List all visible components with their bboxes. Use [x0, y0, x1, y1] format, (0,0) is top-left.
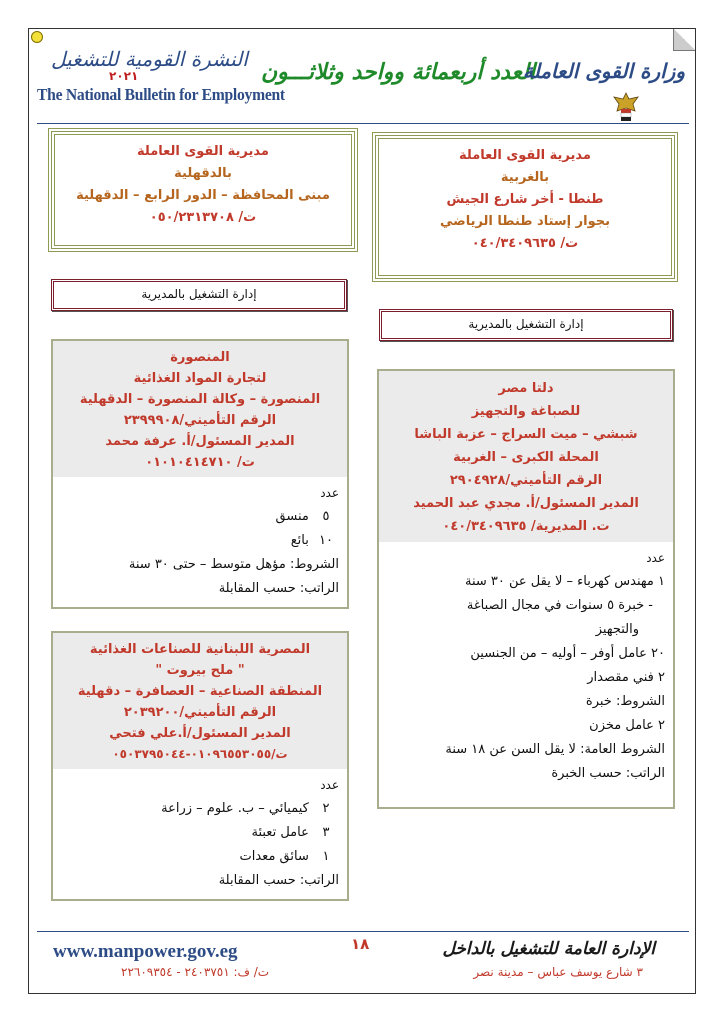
bulletin-title-en: The National Bulletin for Employment [37, 85, 285, 104]
page-header [29, 39, 696, 117]
company-phone: ت. المديرية/ ٠٤٠/٣٤٠٩٦٣٥ [442, 519, 610, 534]
company-address: المنطقة الصناعية – العصافرة – دقهلية [77, 684, 323, 699]
bulletin-year: ٢٠٢١ [109, 69, 139, 83]
salary: الراتب: حسب الخبرة [551, 766, 665, 781]
job-title: سائق معدات [239, 849, 309, 864]
manager-name: المدير المسئول/أ. عرفة محمد [105, 434, 295, 449]
company-info [53, 633, 347, 769]
egypt-eagle-icon [611, 91, 641, 125]
company-name: المنصورة [170, 350, 230, 365]
job-title: كيميائي – ب. علوم – زراعة [161, 801, 309, 816]
job-card-mansoura [51, 339, 349, 609]
company-brand: " ملح بيروت " [155, 663, 245, 678]
job-qty: ١ [322, 849, 330, 864]
company-activity: لتجارة المواد الغذائية [133, 371, 267, 386]
address-line: مديرية القوى العاملة [459, 148, 591, 163]
job-title: منسق [275, 509, 309, 524]
address-box-dakahlia [51, 131, 355, 249]
job-title: بائع [290, 533, 309, 548]
company-address: المحلة الكبرى – الغربية [453, 450, 599, 465]
salary: الراتب: حسب المقابلة [218, 873, 339, 888]
job-card-delta-misr [377, 369, 675, 809]
ministry-title: وزارة القوى العاملة [522, 59, 685, 83]
company-info [379, 371, 673, 542]
address-box-gharbia [375, 135, 675, 279]
page-number: ١٨ [351, 935, 370, 953]
address-line: طنطا - أخر شارع الجيش [446, 192, 604, 207]
job-qty: ٥ [322, 509, 330, 524]
list-item [61, 845, 339, 869]
salary: الراتب: حسب المقابلة [218, 581, 339, 596]
conditions: الشروط: مؤهل متوسط – حتى ٣٠ سنة [128, 557, 339, 572]
list-item: ١ مهندس كهرباء – لا يقل عن ٣٠ سنة [464, 574, 665, 589]
insurance-number: الرقم التأميني/٢٠٣٩٢٠٠ [123, 705, 277, 720]
company-info [53, 341, 347, 477]
footer-address: ٣ شارع يوسف عباس – مدينة نصر [473, 965, 643, 979]
issue-number: العدد أربعمائة وواحد وثلاثـــون [261, 59, 535, 85]
company-phone: ت/٠١٠٩٦٥٥٣٠٥٥-٠٥٠٣٧٩٥٠٤٤ [112, 747, 288, 761]
dept-label-left: إدارة التشغيل بالمديرية [51, 279, 347, 311]
address-line: بالغربية [500, 170, 550, 185]
list-item: ٢٠ عامل أوفر – أوليه – من الجنسين [470, 646, 665, 661]
company-address: شبشي – ميت السراج – عزبة الباشا [414, 427, 638, 442]
company-name: دلتا مصر [498, 381, 554, 396]
count-label: عدد [646, 551, 665, 565]
company-phone: ت/ ٠١٠١٠٤١٤٧١٠ [145, 455, 255, 470]
address-phone: ت/ ٠٤٠/٣٤٠٩٦٣٥ [471, 236, 579, 251]
website-link[interactable]: www.manpower.gov.eg [53, 941, 238, 962]
job-qty: ٣ [322, 825, 330, 840]
list-item: والتجهيز [595, 622, 639, 637]
job-qty: ١٠ [319, 533, 333, 548]
list-item [61, 821, 339, 845]
address-phone: ت/ ٠٥٠/٢٣١٣٧٠٨ [149, 210, 257, 225]
address-line: بالدقهلية [174, 166, 232, 181]
conditions: الشروط: خبرة [585, 694, 665, 709]
address-line: بجوار إستاد طنطا الرياضي [439, 214, 610, 229]
list-item: ٢ عامل مخزن [589, 718, 665, 733]
list-item [61, 505, 339, 529]
vacancies [379, 542, 673, 790]
company-name: المصرية اللبنانية للصناعات الغذائية [89, 642, 311, 657]
company-activity: للصباغة والتجهيز [471, 404, 581, 419]
insurance-number: الرقم التأميني/٢٩٠٤٩٢٨ [449, 473, 603, 488]
conditions: الشروط العامة: لا يقل السن عن ١٨ سنة [445, 742, 665, 757]
footer-divider [37, 931, 689, 932]
manager-name: المدير المسئول/أ. مجدي عبد الحميد [413, 496, 639, 511]
vacancies [53, 477, 347, 605]
company-address: المنصورة – وكالة المنصورة – الدقهلية [79, 392, 321, 407]
manager-name: المدير المسئول/أ.علي فتحي [109, 726, 291, 741]
bulletin-title-ar: النشرة القومية للتشغيل [51, 47, 248, 71]
list-item [61, 797, 339, 821]
list-item [61, 529, 339, 553]
footer-phone: ت/ ف: ٢٤٠٣٧٥١ - ٢٢٦٠٩٣٥٤ [121, 965, 270, 979]
header-divider [37, 123, 689, 124]
count-label: عدد [320, 778, 339, 792]
count-label: عدد [320, 486, 339, 500]
address-line: مبنى المحافظة – الدور الرابع – الدقهلية [76, 188, 330, 203]
job-qty: ٢ [322, 801, 330, 816]
footer-dept: الإدارة العامة للتشغيل بالداخل [442, 939, 655, 959]
job-card-beirut-salt [51, 631, 349, 901]
dept-label-right: إدارة التشغيل بالمديرية [379, 309, 673, 341]
insurance-number: الرقم التأميني/٢٣٩٩٩٠٨ [123, 413, 277, 428]
list-item: - خبرة ٥ سنوات في مجال الصباغة [466, 598, 653, 613]
list-item: ٢ فني مقصدار [587, 670, 665, 685]
address-line: مديرية القوى العاملة [137, 144, 269, 159]
job-title: عامل تعبئة [251, 825, 309, 840]
bulletin-page [28, 28, 696, 994]
vacancies [53, 769, 347, 897]
